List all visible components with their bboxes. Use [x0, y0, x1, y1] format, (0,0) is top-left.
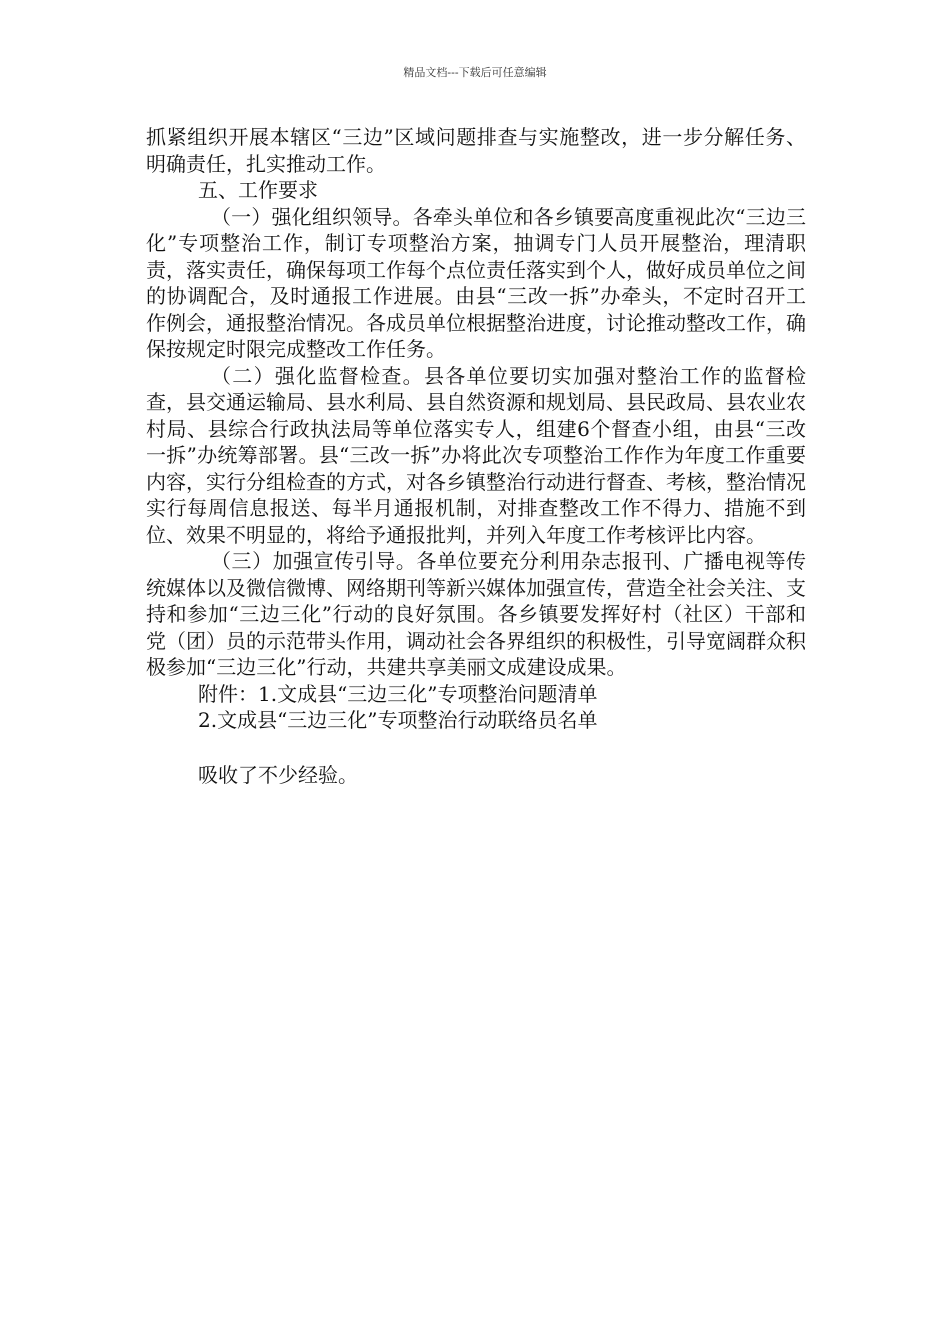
document-body — [146, 124, 806, 788]
section-heading-work-requirements: 五、工作要求 — [198, 178, 318, 202]
blank-line — [146, 734, 806, 762]
paragraph-publicity-guidance: （三）加强宣传引导。各单位要充分利用杂志报刊、广播电视等传统媒体以及微信微博、网络期刊等新兴媒体加强宣传，营造全社会关注、支持和参加“三边三化”行动的良好氛围。各乡镇要发挥好村（社区）干部和党（团）员的示范带头作用，调动社会各界组织的积极性，引导宽阔群众积极参加“三边三化”行动，共建共享美丽文成建设成果。 — [146, 549, 806, 679]
attachment-line-2: 2.文成县“三边三化”专项整治行动联络员名单 — [198, 708, 598, 732]
page-header: 精品文档---下载后可任意编辑 — [403, 66, 547, 79]
paragraph-organization-leadership: （一）强化组织领导。各牵头单位和各乡镇要高度重视此次“三边三化”专项整治工作，制订专项整治方案，抽调专门人员开展整治，理清职责，落实责任，确保每项工作每个点位责任落实到个人，做好成员单位之间的协调配合，及时通报工作进展。由县“三改一拆”办牵头，不定时召开工作例会，通报整治情况。各成员单位根据整治进度，讨论推动整改工作，确保按规定时限完成整改工作任务。 — [146, 204, 806, 361]
paragraph-intro: 抓紧组织开展本辖区“三边”区域问题排查与实施整改，进一步分解任务、明确责任，扎实推动工作。 — [146, 125, 806, 176]
paragraph-closing: 吸收了不少经验。 — [198, 762, 358, 787]
paragraph-supervision-inspection: （二）强化监督检查。县各单位要切实加强对整治工作的监督检查，县交通运输局、县水利局、县自然资源和规划局、县民政局、县农业农村局、县综合行政执法局等单位落实专人，组建6个督查小组，由县“三改一拆”办统筹部署。县“三改一拆”办将此次专项整治工作作为年度工作重要内容，实行分组检查的方式，对各乡镇整治行动进行督查、考核，整治情况实行每周信息报送、每半月通报机制，对排查整改工作不得力、措施不到位、效果不明显的，将给予通报批判，并列入年度工作考核评比内容。 — [146, 363, 806, 547]
attachment-line-1: 附件：1.文成县“三边三化”专项整治问题清单 — [198, 681, 598, 706]
